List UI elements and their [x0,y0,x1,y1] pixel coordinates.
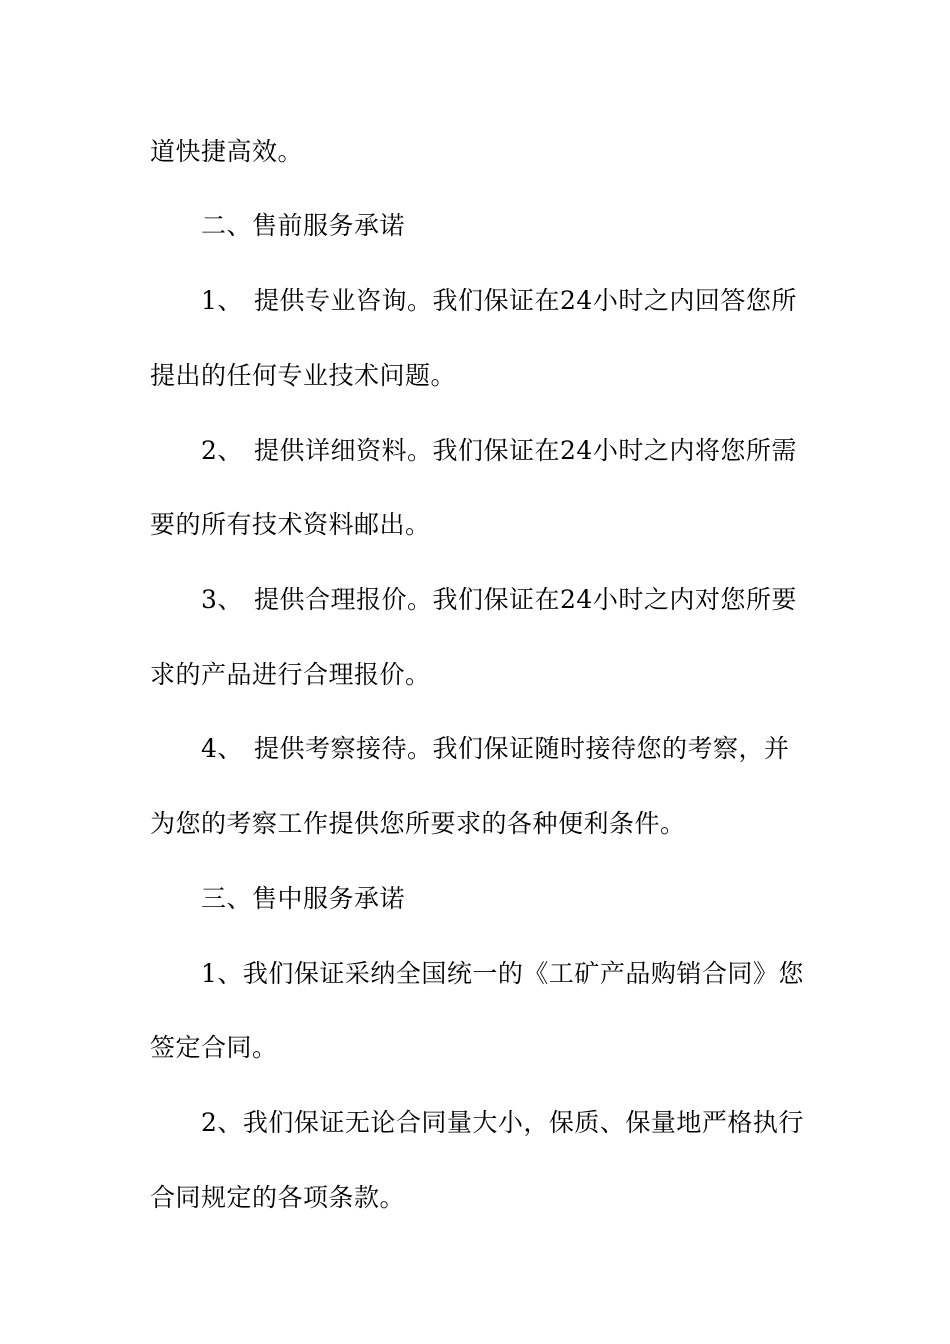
text-line [150,505,810,545]
line-text: 为您的考察工作提供您所要求的各种便利条件。 [150,809,686,838]
text-line [150,1028,810,1068]
item-number: 4、 [201,734,243,763]
text-line [150,1178,810,1218]
item-number: 1、 [201,286,243,315]
item-text: 提供考察接待。我们保证随时接待您的考察，并 [254,734,790,763]
text-line [150,132,810,172]
list-item [201,431,861,471]
list-item [201,281,861,321]
list-item [201,954,861,994]
text-line [150,804,810,844]
list-item [201,729,861,769]
text-line [150,356,810,396]
item-text: 提供详细资料。我们保证在24小时之内将您所需 [254,436,797,465]
line-text: 合同规定的各项条款。 [150,1183,406,1212]
item-text: 提供合理报价。我们保证在24小时之内对您所要 [254,585,797,614]
item-text: 1、我们保证采纳全国统一的《工矿产品购销合同》您 [201,959,804,988]
heading-text: 二、售前服务承诺 [201,211,406,240]
line-text: 道快捷高效。 [150,137,304,166]
line-text: 提出的任何专业技术问题。 [150,361,457,390]
item-number: 3、 [201,585,243,614]
line-text: 要的所有技术资料邮出。 [150,510,431,539]
item-number: 2、 [201,436,243,465]
list-item [201,1103,861,1143]
heading-text: 三、售中服务承诺 [201,884,406,913]
section-heading [201,879,861,919]
section-heading [201,206,861,246]
list-item [201,580,861,620]
line-text: 签定合同。 [150,1033,278,1062]
text-line [150,655,810,695]
item-text: 2、我们保证无论合同量大小，保质、保量地严格执行 [201,1108,804,1137]
item-text: 提供专业咨询。我们保证在24小时之内回答您所 [254,286,797,315]
line-text: 求的产品进行合理报价。 [150,660,431,689]
